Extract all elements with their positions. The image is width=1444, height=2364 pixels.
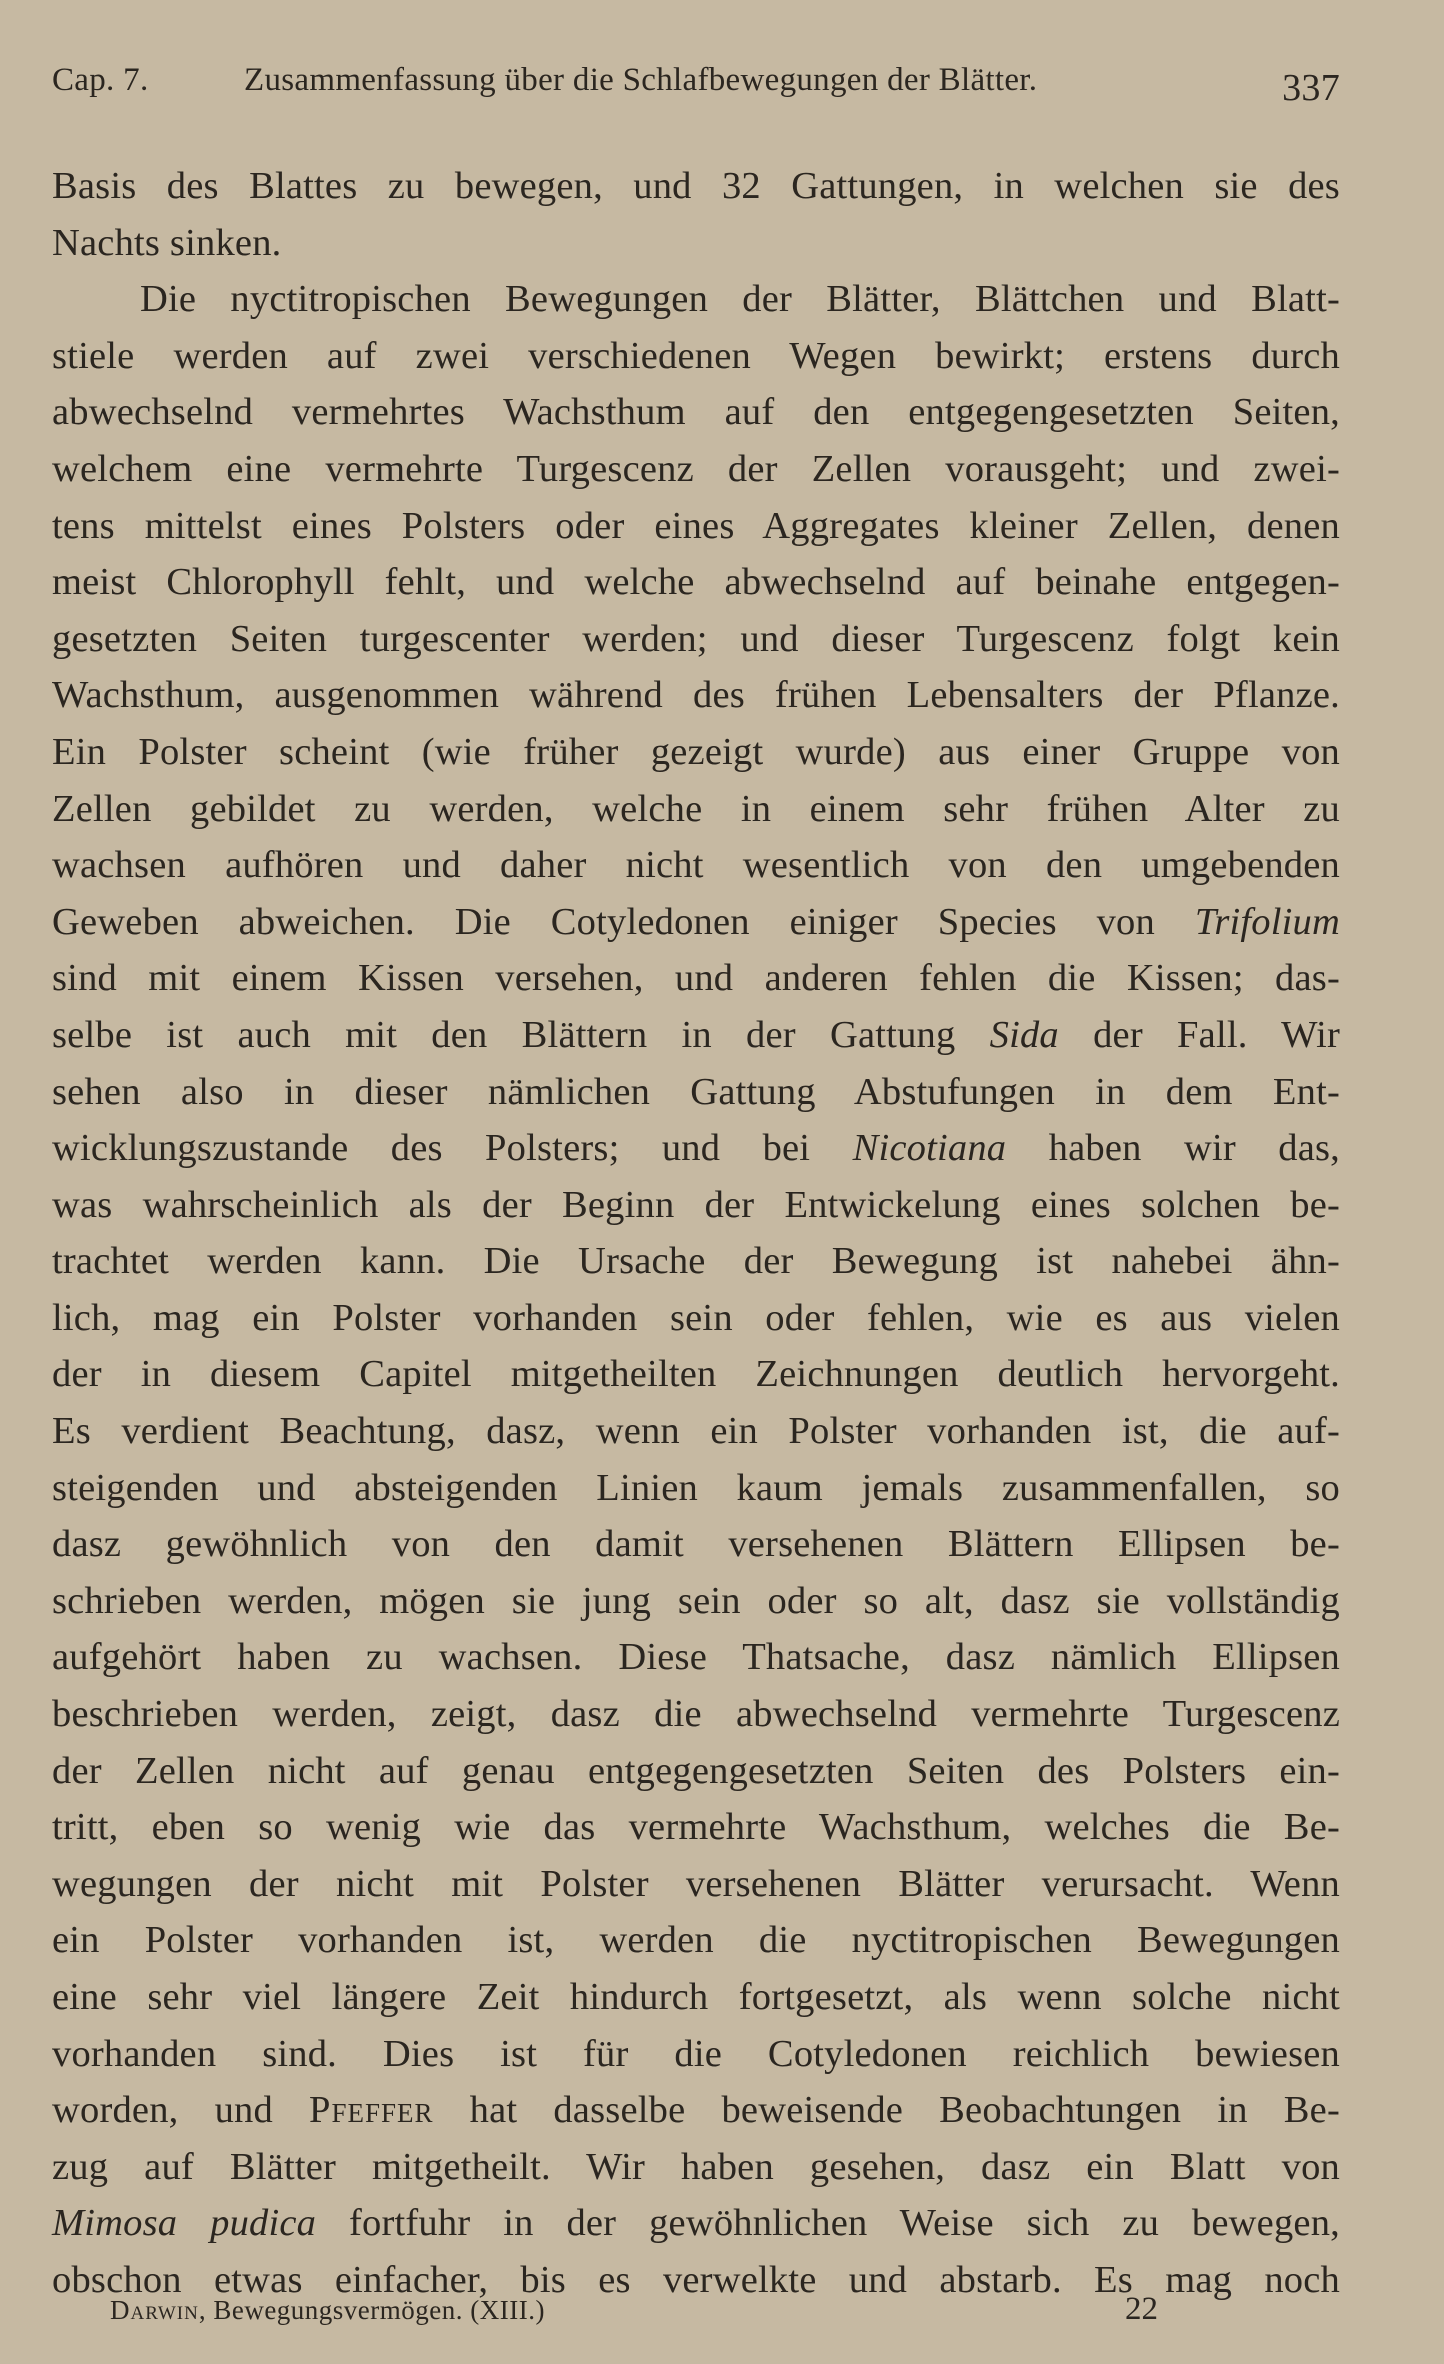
text-line: vorhanden sind. Dies ist für die Cotyledonen reichlich bewiesen xyxy=(52,2032,1340,2075)
text-line: wachsen aufhören und daher nicht wesentlich von den umgebenden xyxy=(52,844,1340,887)
text-line: ein Polster vorhanden ist, werden die nyctitropischen Bewegungen xyxy=(52,1919,1340,1962)
text-line: Die nyctitropischen Bewegungen der Blätter, Blättchen und Blatt- xyxy=(140,278,1340,321)
line-text-tail: hat dasselbe beweisende Beobachtungen in Be- xyxy=(433,2089,1340,2132)
page-number: 337 xyxy=(1282,67,1340,109)
text-line: welchem eine vermehrte Turgescenz der Zellen vorausgeht; und zwei- xyxy=(52,447,1340,490)
line-text: selbe ist auch mit den Blättern in der Gattung xyxy=(52,1013,990,1056)
text-line: sind mit einem Kissen versehen, und anderen fehlen die Kissen; das- xyxy=(52,957,1340,1000)
text-line: dasz gewöhnlich von den damit versehenen Blättern Ellipsen be- xyxy=(52,1523,1340,1566)
text-line: sehen also in dieser nämlichen Gattung Abstufungen in dem Ent- xyxy=(52,1070,1340,1113)
genus-sida: Sida xyxy=(989,1013,1059,1056)
text-line: wegungen der nicht mit Polster versehenen Blätter verursacht. Wenn xyxy=(52,1862,1340,1905)
text-line: gesetzten Seiten turgescenter werden; und dieser Turgescenz folgt kein xyxy=(52,617,1340,660)
genus-nicotiana: Nicotiana xyxy=(852,1127,1007,1170)
text-line: der in diesem Capitel mitgetheilten Zeichnungen deutlich hervorgeht. xyxy=(52,1353,1340,1396)
text-line: was wahrscheinlich als der Beginn der Entwickelung eines solchen be- xyxy=(52,1183,1340,1226)
chapter-label: Cap. 7. xyxy=(52,62,149,98)
text-line xyxy=(52,1007,1340,1064)
text-line xyxy=(52,894,1340,951)
text-line: meist Chlorophyll fehlt, und welche abwechselnd auf beinahe entgegen- xyxy=(52,561,1340,604)
text-line: tens mittelst eines Polsters oder eines Aggregates kleiner Zellen, denen xyxy=(52,504,1340,547)
signature-text xyxy=(110,2295,545,2326)
text-line: der Zellen nicht auf genau entgegengesetzten Seiten des Polsters ein- xyxy=(52,1749,1340,1792)
signature-number: 22 xyxy=(1125,2291,1158,2327)
line-text: wicklungszustande des Polsters; und bei xyxy=(52,1127,853,1170)
running-title: Zusammenfassung über die Schlafbewegungen der Blätter. xyxy=(244,62,1038,98)
text-line: Basis des Blattes zu bewegen, und 32 Gattungen, in welchen sie des xyxy=(52,165,1340,207)
text-line: steigenden und absteigenden Linien kaum jemals zusammenfallen, so xyxy=(52,1466,1340,1509)
text-line: abwechselnd vermehrtes Wachsthum auf den entgegengesetzten Seiten, xyxy=(52,391,1340,434)
text-line: eine sehr viel längere Zeit hindurch fortgesetzt, als wenn solche nicht xyxy=(52,1976,1340,2018)
author-pfeffer: Pfeffer xyxy=(309,2089,434,2132)
text-line: Es verdient Beachtung, dasz, wenn ein Polster vorhanden ist, die auf- xyxy=(52,1410,1340,1453)
signature-author: Darwin xyxy=(110,2295,199,2325)
text-line: tritt, eben so wenig wie das vermehrte Wachsthum, welches die Be- xyxy=(52,1806,1340,1849)
text-line: schrieben werden, mögen sie jung sein oder so alt, dasz sie vollständig xyxy=(52,1579,1340,1622)
species-mimosa-pudica: Mimosa pudica xyxy=(52,2202,317,2245)
line-text-tail: haben wir das, xyxy=(1006,1127,1340,1170)
text-line xyxy=(52,2082,1340,2139)
text-line: obschon etwas einfacher, bis es verwelkte und abstarb. Es mag noch xyxy=(52,2258,1340,2301)
text-line: Zellen gebildet zu werden, welche in einem sehr frühen Alter zu xyxy=(52,787,1340,830)
text-line: beschrieben werden, zeigt, dasz die abwechselnd vermehrte Turgescenz xyxy=(52,1693,1340,1736)
text-line xyxy=(52,1120,1340,1177)
text-line: zug auf Blätter mitgetheilt. Wir haben gesehen, dasz ein Blatt von xyxy=(52,2145,1340,2188)
line-text-tail: der Fall. Wir xyxy=(1058,1013,1340,1056)
text-line: lich, mag ein Polster vorhanden sein oder fehlen, wie es aus vielen xyxy=(52,1296,1340,1339)
text-line: trachtet werden kann. Die Ursache der Bewegung ist nahebei ähn- xyxy=(52,1240,1340,1283)
line-text-tail: fortfuhr in der gewöhnlichen Weise sich zu bewegen, xyxy=(316,2202,1340,2245)
text-line: aufgehört haben zu wachsen. Diese Thatsache, dasz nämlich Ellipsen xyxy=(52,1636,1340,1679)
text-line: stiele werden auf zwei verschiedenen Wegen bewirkt; erstens durch xyxy=(52,334,1340,377)
line-text: Geweben abweichen. Die Cotyledonen einiger Species von xyxy=(52,900,1195,943)
genus-trifolium: Trifolium xyxy=(1194,900,1340,943)
running-head xyxy=(52,52,1340,112)
text-line xyxy=(52,2195,1340,2252)
text-line: Nachts sinken. xyxy=(52,221,282,264)
line-text: worden, und xyxy=(52,2089,310,2132)
signature-rest: , Bewegungsvermögen. (XIII.) xyxy=(198,2295,545,2325)
body-text xyxy=(52,158,1340,2309)
text-line: Ein Polster scheint (wie früher gezeigt wurde) aus einer Gruppe von xyxy=(52,730,1340,773)
text-line: Wachsthum, ausgenommen während des frühen Lebensalters der Pflanze. xyxy=(52,674,1340,717)
